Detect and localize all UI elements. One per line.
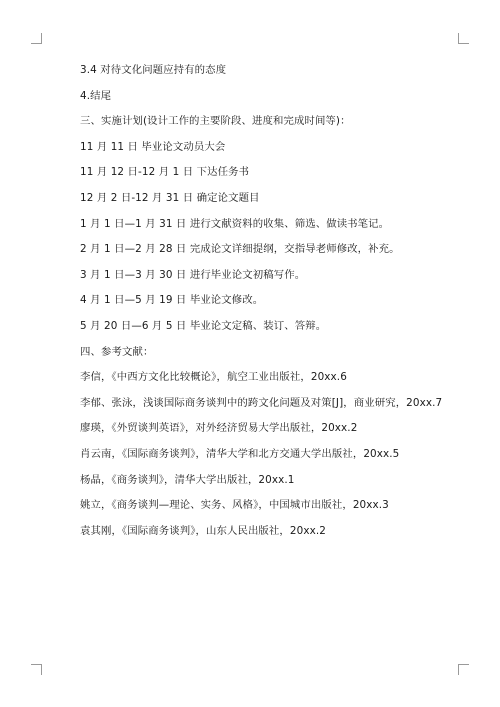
schedule-item: 11 月 11 日 毕业论文动员大会 bbox=[80, 140, 226, 153]
outline-item-3-4: 3.4 对待文化问题应持有的态度 bbox=[80, 64, 227, 76]
section-heading-references: 四、参考文献： bbox=[80, 345, 154, 358]
schedule-item: 4 月 1 日—5 月 19 日 毕业论文修改。 bbox=[80, 294, 264, 307]
crop-mark-bottom-right bbox=[458, 664, 469, 675]
schedule-item: 3 月 1 日—3 月 30 日 进行毕业论文初稿写作。 bbox=[80, 268, 306, 281]
reference-item: 肖云南，《国际商务谈判》，清华大学和北方交通大学出版社，20xx.5 bbox=[80, 447, 400, 460]
crop-mark-bottom-left bbox=[31, 664, 42, 675]
reference-item: 李信，《中西方文化比较概论》，航空工业出版社，20xx.6 bbox=[80, 371, 347, 384]
outline-item-conclusion: 4.结尾 bbox=[80, 89, 112, 102]
schedule-item: 5 月 20 日—6 月 5 日 毕业论文定稿、装订、答辩。 bbox=[80, 319, 327, 332]
section-heading-schedule: 三、实施计划(设计工作的主要阶段、进度和完成时间等)： bbox=[80, 115, 351, 128]
reference-item: 袁其刚，《国际商务谈判》，山东人民出版社，20xx.2 bbox=[80, 524, 326, 537]
schedule-item: 11 月 12 日-12 月 1 日 下达任务书 bbox=[80, 166, 250, 179]
crop-mark-top-left bbox=[31, 33, 42, 44]
schedule-item: 12 月 2 日-12 月 31 日 确定论文题目 bbox=[80, 191, 260, 204]
reference-item: 杨晶，《商务谈判》，清华大学出版社，20xx.1 bbox=[80, 473, 295, 486]
document-body bbox=[80, 64, 443, 550]
schedule-item: 2 月 1 日—2 月 28 日 完成论文详细提纲，交指导老师修改，补充。 bbox=[80, 243, 400, 256]
reference-item: 李郁、张泳，浅谈国际商务谈判中的跨文化问题及对策[J]，商业研究，20xx.7 bbox=[80, 396, 443, 409]
schedule-item: 1 月 1 日—1 月 31 日 进行文献资料的收集、筛选、做读书笔记。 bbox=[80, 217, 390, 230]
crop-mark-top-right bbox=[458, 33, 469, 44]
reference-item: 姚立，《商务谈判—理论、实务、风格》，中国城市出版社，20xx.3 bbox=[80, 499, 389, 512]
reference-item: 廖瑛，《外贸谈判英语》，对外经济贸易大学出版社，20xx.2 bbox=[80, 422, 358, 435]
